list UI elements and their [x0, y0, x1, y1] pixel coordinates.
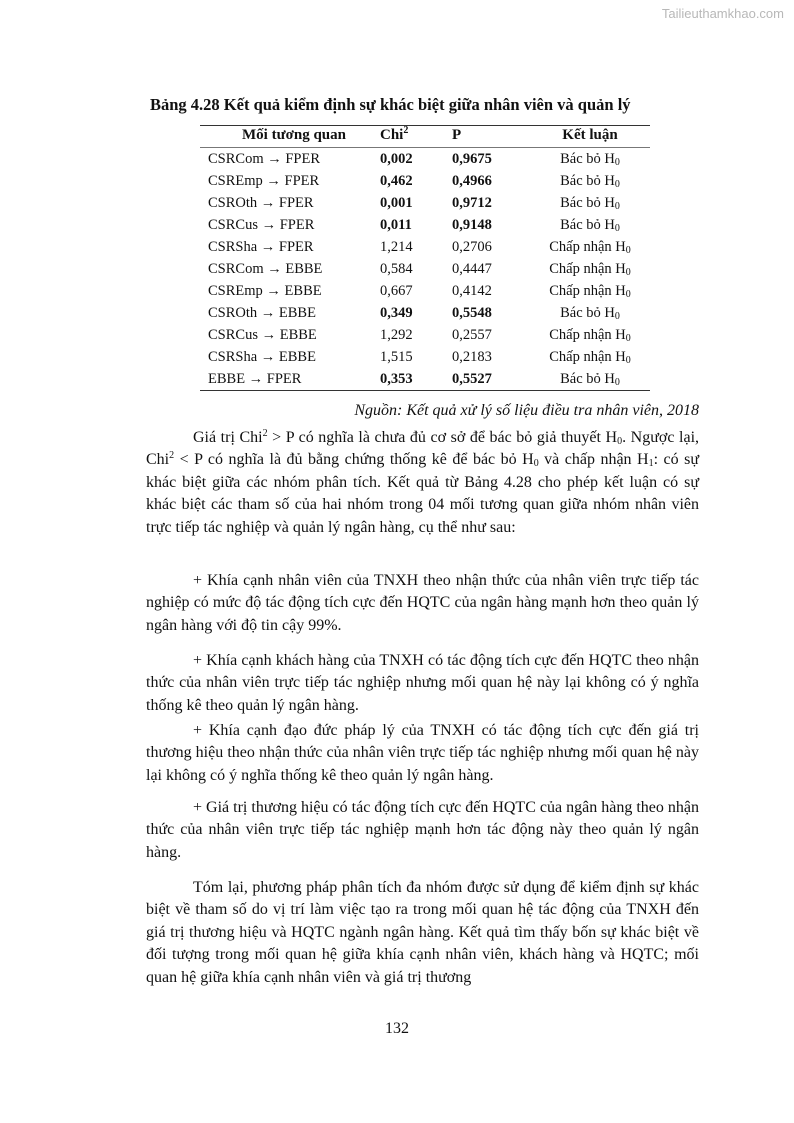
text: . Ngược lại, Chi — [146, 429, 700, 469]
conclusion-text: Chấp nhận H — [549, 283, 626, 299]
table-row — [200, 170, 650, 192]
cell-relation: CSRCom → FPER — [208, 151, 321, 167]
subscript: 1 — [648, 458, 654, 470]
cell-conclusion — [530, 302, 650, 324]
cell-conclusion — [530, 258, 650, 280]
text: < P có nghĩa là đủ bằng chứng thống kê để bác bỏ H — [174, 451, 534, 469]
table-row — [200, 258, 650, 280]
cell-chi: 0,001 — [380, 195, 413, 211]
cell-p: 0,9712 — [452, 195, 492, 211]
conclusion-text: Chấp nhận H — [549, 349, 626, 365]
cell-p: 0,4142 — [452, 283, 492, 299]
header-chi — [380, 126, 452, 148]
conclusion-text: Bác bỏ H — [560, 173, 615, 189]
conclusion-text: Chấp nhận H — [549, 261, 626, 277]
cell-conclusion — [530, 280, 650, 302]
table-source: Nguồn: Kết quả xử lý số liệu điều tra nhân viên, 2018 — [354, 402, 699, 419]
cell-chi: 1,214 — [380, 239, 413, 255]
subscript: 0 — [533, 458, 539, 470]
cell-relation: CSRSha → EBBE — [208, 349, 316, 365]
conclusion-subscript: 0 — [614, 157, 620, 168]
paragraph-chi-explanation — [146, 427, 699, 539]
table-row — [200, 280, 650, 302]
cell-chi: 1,292 — [380, 327, 413, 343]
cell-chi: 0,667 — [380, 283, 413, 299]
paragraph-bullet-brand — [146, 797, 699, 864]
header-chi-label: Chi — [380, 127, 404, 143]
cell-p: 0,9675 — [452, 151, 492, 167]
header-p: P — [452, 126, 530, 148]
conclusion-subscript: 0 — [614, 201, 620, 212]
cell-conclusion — [530, 324, 650, 346]
cell-conclusion — [530, 170, 650, 192]
conclusion-text: Chấp nhận H — [549, 327, 626, 343]
cell-relation: CSREmp → EBBE — [208, 283, 322, 299]
cell-relation: CSREmp → FPER — [208, 173, 320, 189]
table-row — [200, 368, 650, 391]
text: : có sự khác biệt giữa các nhóm phân tích. Kết quả từ Bảng 4.28 cho phép kết luận có sự khác biệt các tham số của hai nhóm trong 04 mối tương quan giữa nhóm nhân viên trực tiếp tác nghiệp và quản lý ngân hàng, cụ thể như sau: — [146, 451, 699, 536]
conclusion-text: Bác bỏ H — [560, 217, 615, 233]
header-conclusion: Kết luận — [530, 126, 650, 148]
table-header-row — [200, 126, 650, 148]
paragraph-bullet-employee — [146, 570, 699, 637]
cell-relation: EBBE → FPER — [200, 368, 380, 391]
cell-chi: 0,353 — [380, 368, 452, 391]
conclusion-subscript: 0 — [614, 223, 620, 234]
cell-p: 0,5527 — [452, 368, 530, 391]
table-row — [200, 192, 650, 214]
conclusion-text: Bác bỏ H — [560, 371, 615, 387]
table-row — [200, 214, 650, 236]
results-table — [200, 125, 650, 391]
conclusion-subscript: 0 — [625, 245, 631, 256]
subscript: 0 — [617, 436, 623, 447]
text: và chấp nhận H — [538, 451, 649, 469]
paragraph-bullet-customer — [146, 650, 699, 717]
cell-conclusion — [530, 192, 650, 214]
text: Giá trị Chi — [193, 429, 263, 446]
cell-p: 0,2557 — [452, 327, 492, 343]
paragraph-text: + Giá trị thương hiệu có tác động tích cực đến HQTC của ngân hàng theo nhận thức của nhân viên trực tiếp tác nghiệp mạnh hơn tác động này theo quản lý ngân hàng. — [146, 799, 699, 861]
cell-chi: 0,584 — [380, 261, 413, 277]
table-row — [200, 148, 650, 171]
cell-relation: CSROth → EBBE — [208, 305, 316, 321]
conclusion-subscript: 0 — [625, 289, 631, 300]
superscript: 2 — [262, 428, 268, 439]
table-row — [200, 324, 650, 346]
cell-p: 0,4966 — [452, 173, 492, 189]
paragraph-summary — [146, 877, 699, 989]
cell-chi: 0,349 — [380, 305, 413, 321]
paragraph-text: + Khía cạnh đạo đức pháp lý của TNXH có tác động tích cực đến giá trị thương hiệu theo nhận thức của nhân viên trực tiếp tác nghiệp nhưng mối quan hệ này lại không có ý nghĩa thống kê theo quản lý ngân hàng. — [146, 722, 699, 784]
conclusion-subscript: 0 — [625, 267, 631, 278]
cell-p: 0,9148 — [452, 217, 492, 233]
paragraph-text: Tóm lại, phương pháp phân tích đa nhóm được sử dụng để kiểm định sự khác biệt về tham số do vị trí làm việc tạo ra trong mối quan hệ tác động của TNXH đến giá trị thương hiệu và HQTC ngành ngân hàng. Kết quả tìm thấy bốn sự khác biệt về đối tượng trong mối quan hệ giữa khía cạnh nhân viên, khách hàng và HQTC; mối quan hệ giữa khía cạnh nhân viên và giá trị thương — [146, 879, 699, 986]
cell-p: 0,2183 — [452, 349, 492, 365]
cell-conclusion — [530, 346, 650, 368]
cell-chi: 0,462 — [380, 173, 413, 189]
cell-conclusion — [530, 214, 650, 236]
table-caption: Bảng 4.28 Kết quả kiểm định sự khác biệt giữa nhân viên và quản lý — [150, 95, 631, 114]
table-row — [200, 302, 650, 324]
conclusion-subscript: 0 — [614, 179, 620, 190]
page-number: 132 — [385, 1020, 409, 1037]
conclusion-text: Bác bỏ H — [560, 151, 615, 167]
conclusion-text: Chấp nhận H — [549, 239, 626, 255]
header-chi-sup: 2 — [403, 125, 409, 136]
superscript: 2 — [169, 450, 175, 462]
cell-relation: CSRCom → EBBE — [208, 261, 323, 277]
cell-conclusion — [530, 368, 650, 391]
conclusion-subscript: 0 — [625, 355, 631, 366]
cell-relation: CSRCus → FPER — [208, 217, 315, 233]
cell-p: 0,4447 — [452, 261, 492, 277]
text: > P có nghĩa là chưa đủ cơ sở để bác bỏ giả thuyết H — [267, 429, 618, 446]
cell-relation: CSRCus → EBBE — [208, 327, 317, 343]
cell-chi: 0,002 — [380, 151, 413, 167]
cell-conclusion — [530, 236, 650, 258]
header-relation: Mối tương quan — [200, 126, 380, 148]
conclusion-text: Bác bỏ H — [560, 305, 615, 321]
conclusion-subscript: 0 — [614, 311, 620, 322]
cell-p: 0,5548 — [452, 305, 492, 321]
cell-chi: 0,011 — [380, 217, 412, 233]
table-row — [200, 236, 650, 258]
paragraph-text: + Khía cạnh nhân viên của TNXH theo nhận thức của nhân viên trực tiếp tác nghiệp có mức độ tác động tích cực đến HQTC của ngân hàng mạnh hơn theo quản lý ngân hàng với độ tin cậy 99%. — [146, 572, 699, 634]
conclusion-subscript: 0 — [614, 377, 620, 388]
cell-chi: 1,515 — [380, 349, 413, 365]
conclusion-subscript: 0 — [625, 333, 631, 344]
paragraph-text: + Khía cạnh khách hàng của TNXH có tác động tích cực đến HQTC theo nhận thức của nhân viên trực tiếp tác nghiệp nhưng mối quan hệ này lại không có ý nghĩa thống kê theo quản lý ngân hàng. — [146, 652, 699, 714]
conclusion-text: Bác bỏ H — [560, 195, 615, 211]
cell-relation: CSROth → FPER — [208, 195, 314, 211]
cell-relation: CSRSha → FPER — [208, 239, 314, 255]
table-row — [200, 346, 650, 368]
cell-conclusion — [530, 148, 650, 171]
cell-p: 0,2706 — [452, 239, 492, 255]
paragraph-bullet-legal — [146, 720, 699, 787]
watermark: Tailieuthamkhao.com — [661, 6, 784, 21]
